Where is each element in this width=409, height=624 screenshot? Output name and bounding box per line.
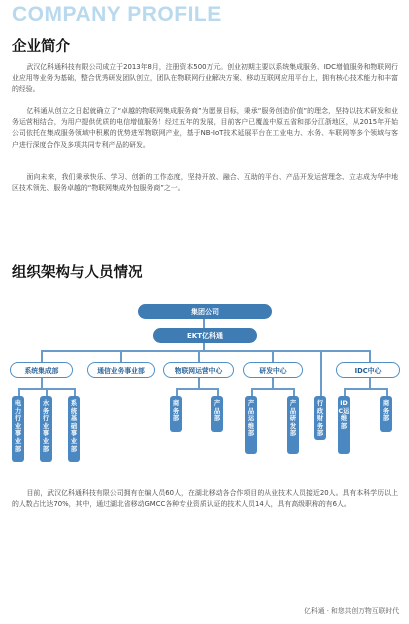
unit-admin-finance: 行政财务部	[314, 396, 326, 440]
org-heading: 组织架构与人员情况	[12, 265, 143, 281]
dept-idc-center: IDC中心	[336, 362, 400, 378]
org-company-node: EKT亿科通	[153, 328, 257, 343]
dept-iot-operation: 物联网运营中心	[163, 362, 234, 378]
intro-paragraph-3: 面向未来，我们秉承快乐、学习、创新的工作态度，坚持开放、融合、互助的平台、产品开发运营理念、立志成为华中地区技术领先、服务卓越的“物联网集成外包服务商”之一。	[12, 173, 398, 193]
page-title: COMPANY PROFILE	[12, 3, 222, 26]
footer-slogan: 亿科通 · 和您共创万物互联时代	[304, 607, 399, 615]
org-top-node: 集团公司	[138, 304, 272, 319]
dept-rd-center: 研发中心	[243, 362, 303, 378]
unit-idc-ops: IDC运维部	[338, 396, 350, 454]
unit-water-industry: 水务行业事业部	[40, 396, 52, 462]
unit-system-base: 系统基础事业部	[68, 396, 80, 462]
unit-iot-product: 产品部	[211, 396, 223, 432]
unit-product-rd: 产品研发部	[287, 396, 299, 454]
unit-power-industry: 电力行业事业部	[12, 396, 24, 462]
dept-system-integration: 系统集成部	[10, 362, 73, 378]
unit-product-ops: 产品运维部	[245, 396, 257, 454]
staff-paragraph: 目前，武汉亿科通科技有限公司拥有在编人员60人，在湖北移动各合作项目的从业技术人员接近20人。具有本科学历以上的人数占比达70%，其中，通过湖北省移动GMCC各种专业资质认证的技术人员14人，具有高级职称的有6人。	[12, 489, 398, 509]
dept-telecom-business: 通信业务事业部	[87, 362, 155, 378]
intro-paragraph-1: 武汉亿科通科技有限公司成立于2013年8月，注册资本500万元。创业初期主要以系统集成服务、IDC增值服务和物联网行业应用等业务为基础，整合优秀研发团队创立，团队在物联网行业解决方案、移动互联网应用平台上，拥有核心技术能力和丰富的经验。	[12, 63, 398, 94]
unit-iot-business: 商务部	[170, 396, 182, 432]
intro-paragraph-2: 亿科通从创立之日起就确立了“卓越的物联网集成服务商”为愿景目标，秉承“服务创造价值”的理念，坚持以技术研发和业务运营相结合，为用户提供优质的电信增值服务！经过五年的发展，目前客户已覆盖中原五省和部分江浙地区，从2015年开始公司依托在集成服务领域中积累的优势进军物联网产业，基于NB-IoT技术延展平台在工业电力、水务、车联网等多个领域与客户进行深度合作及多项共同专利产品的研发。	[12, 107, 398, 149]
intro-heading: 企业简介	[12, 39, 70, 55]
unit-idc-business: 商务部	[380, 396, 392, 432]
